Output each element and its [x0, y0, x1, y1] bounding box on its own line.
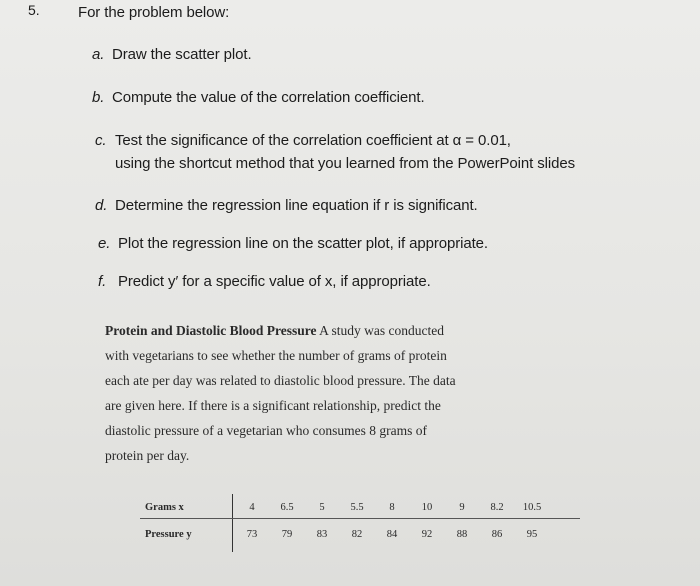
- grams-cell: 10: [421, 502, 433, 513]
- pressure-cell: 73: [246, 529, 258, 540]
- item-c-letter: c.: [95, 132, 107, 149]
- exercise-line-2: with vegetarians to see whether the number of grams of protein: [105, 348, 447, 363]
- item-a-letter: a.: [92, 46, 105, 63]
- grams-cell: 9: [459, 502, 465, 513]
- item-d: [95, 197, 478, 214]
- pressure-cell: 95: [526, 529, 538, 540]
- exercise-line-6: protein per day.: [105, 448, 190, 463]
- pressure-cell: 79: [281, 529, 293, 540]
- exercise-line-1: A study was conducted: [319, 323, 445, 338]
- pressure-label: Pressure y: [145, 529, 192, 540]
- grams-cell: 8: [389, 502, 395, 513]
- item-f-text: Predict y′ for a specific value of x, if appropriate.: [118, 273, 431, 290]
- pressure-cell: 86: [491, 529, 503, 540]
- pressure-cell: 83: [316, 529, 328, 540]
- item-e-letter: e.: [98, 235, 111, 252]
- pressure-cell: 82: [351, 529, 363, 540]
- item-a: [92, 46, 252, 63]
- table-vertical-rule: [232, 494, 233, 552]
- item-c-text: Test the significance of the correlation coefficient at α = 0.01,: [115, 132, 511, 149]
- grams-cell: 10.5: [522, 502, 542, 513]
- item-f-letter: f.: [98, 273, 107, 290]
- item-e-text: Plot the regression line on the scatter plot, if appropriate.: [118, 235, 488, 252]
- item-a-text: Draw the scatter plot.: [112, 46, 252, 63]
- pressure-cell: 92: [421, 529, 433, 540]
- item-b-text: Compute the value of the correlation coefficient.: [112, 89, 425, 106]
- grams-cell: 5.5: [350, 502, 364, 513]
- problem-intro: For the problem below:: [78, 4, 230, 21]
- item-c-continued-text: using the shortcut method that you learned from the PowerPoint slides: [115, 155, 576, 172]
- item-b-letter: b.: [92, 89, 105, 106]
- item-d-text: Determine the regression line equation if r is significant.: [115, 197, 478, 214]
- grams-cell: 6.5: [280, 502, 294, 513]
- item-d-letter: d.: [95, 197, 108, 214]
- item-c: [95, 132, 511, 149]
- item-e: [98, 235, 488, 252]
- pressure-cell: 84: [386, 529, 398, 540]
- exercise-line-4: are given here. If there is a significant relationship, predict the: [105, 398, 441, 413]
- exercise-line-5: diastolic pressure of a vegetarian who consumes 8 grams of: [105, 423, 428, 438]
- item-c-continued: [115, 155, 575, 172]
- item-f: [98, 273, 431, 290]
- pressure-cell: 88: [456, 529, 468, 540]
- exercise-title: Protein and Diastolic Blood Pressure: [105, 323, 317, 338]
- exercise-line-3: each ate per day was related to diastolic blood pressure. The data: [105, 373, 456, 388]
- exercise-first-line: [105, 323, 444, 339]
- grams-cell: 4: [249, 502, 255, 513]
- grams-label: Grams x: [145, 502, 184, 513]
- grams-cell: 8.2: [490, 502, 504, 513]
- table-horizontal-rule: [140, 518, 580, 519]
- problem-number: 5.: [28, 2, 40, 18]
- item-b: [92, 89, 425, 106]
- grams-cell: 5: [319, 502, 325, 513]
